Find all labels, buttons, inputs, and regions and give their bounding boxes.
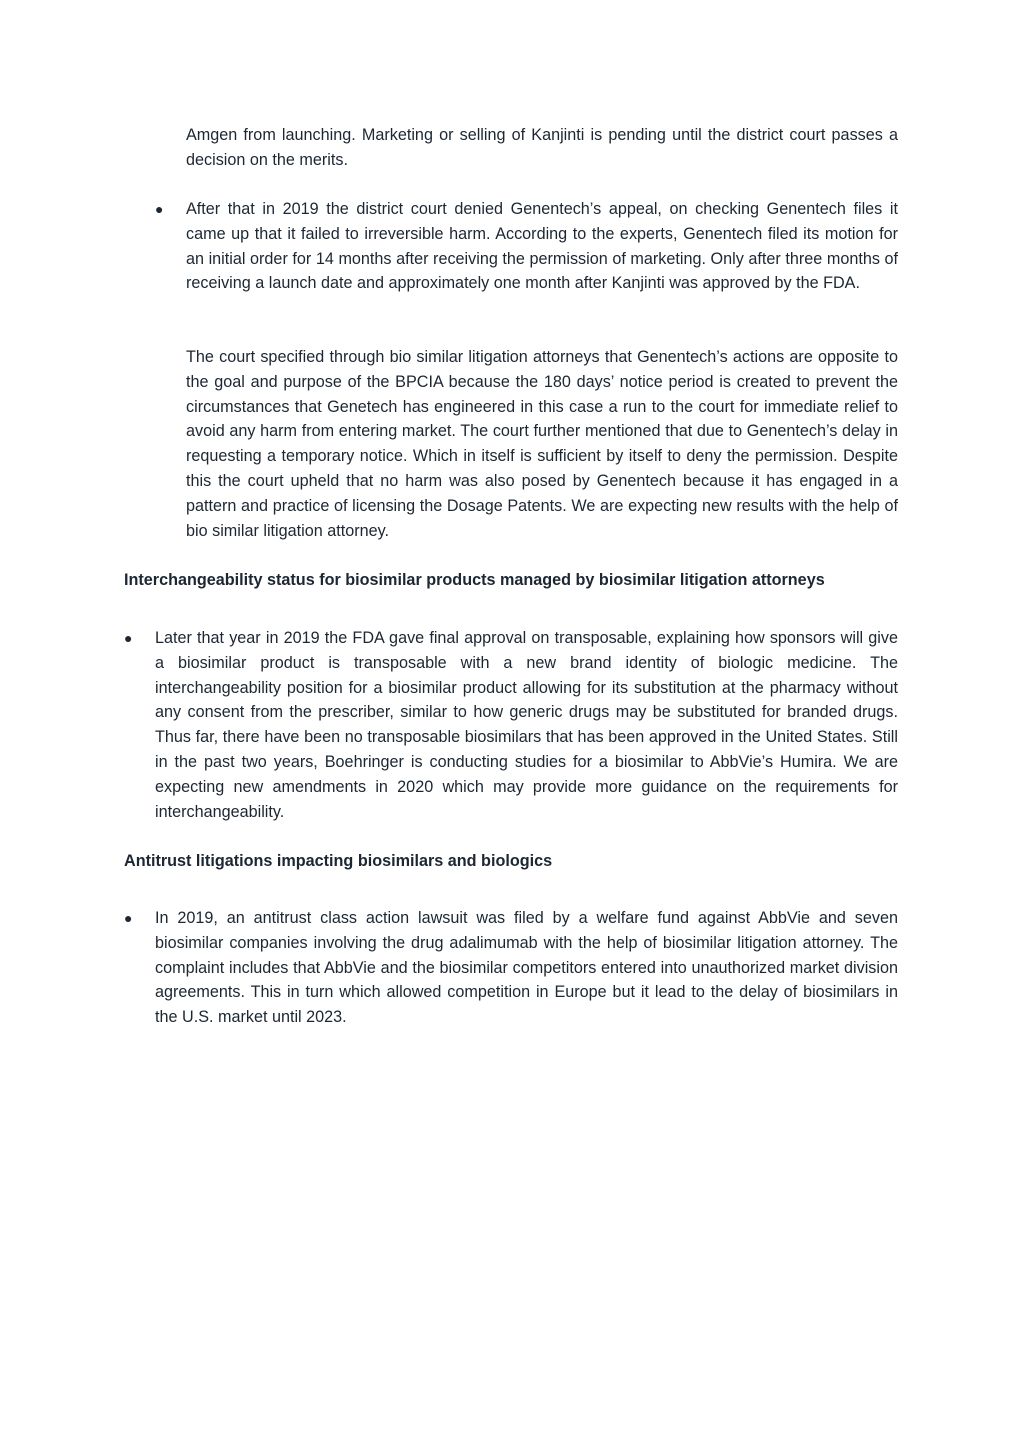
bullet-marker: ● [124,630,133,646]
genentech-bullet-paragraph: After that in 2019 the district court denied Genentech’s appeal, on checking Genentech files it came up that it failed to irreversible harm. According to the experts, Genentech filed its motion for an initial order for 14 months after receiving the permission of marketing. Only after three months of receiving a launch date and approximately one month after Kanjinti was approved by the FDA. [186,200,898,293]
court-paragraph: The court specified through bio similar litigation attorneys that Genentech’s actions are opposite to the goal and purpose of the BPCIA because the 180 days’ notice period is created to prevent the circumstances that Genetech has engineered in this case a run to the court for immediate relief to avoid any harm from entering market. The court further mentioned that due to Genentech’s delay in requesting a temporary notice. Which in itself is sufficient by itself to deny the permission. Despite this the court upheld that no harm was also posed by Genentech because it has engaged in a pattern and practice of licensing the Dosage Patents. We are expecting new results with the help of bio similar litigation attorney. [186,348,898,540]
continuation-paragraph: Amgen from launching. Marketing or selling of Kanjinti is pending until the district court passes a decision on the merits. [186,126,898,169]
interchangeability-bullet-paragraph: Later that year in 2019 the FDA gave final approval on transposable, explaining how sponsors will give a biosimilar product is transposable with a new brand identity of biologic medicine. The interchangeability position for a biosimilar product allowing for its substitution at the pharmacy without any consent from the prescriber, similar to how generic drugs may be substituted for branded drugs. Thus far, there have been no transposable biosimilars that has been approved in the United States. Still in the past two years, Boehringer is conducting studies for a biosimilar to AbbVie’s Humira. We are expecting new amendments in 2020 which may provide more guidance on the requirements for interchangeability. [155,629,898,821]
bullet-marker: ● [124,910,133,926]
interchangeability-heading: Interchangeability status for biosimilar products managed by biosimilar litigation attorneys [124,571,825,589]
antitrust-heading: Antitrust litigations impacting biosimilars and biologics [124,852,553,870]
bullet-marker: ● [155,201,164,217]
antitrust-bullet-paragraph: In 2019, an antitrust class action lawsuit was filed by a welfare fund against AbbVie and seven biosimilar companies involving the drug adalimumab with the help of biosimilar litigation attorney. The complaint includes that AbbVie and the biosimilar competitors entered into unauthorized market division agreements. This in turn which allowed competition in Europe but it lead to the delay of biosimilars in the U.S. market until 2023. [155,909,898,1027]
